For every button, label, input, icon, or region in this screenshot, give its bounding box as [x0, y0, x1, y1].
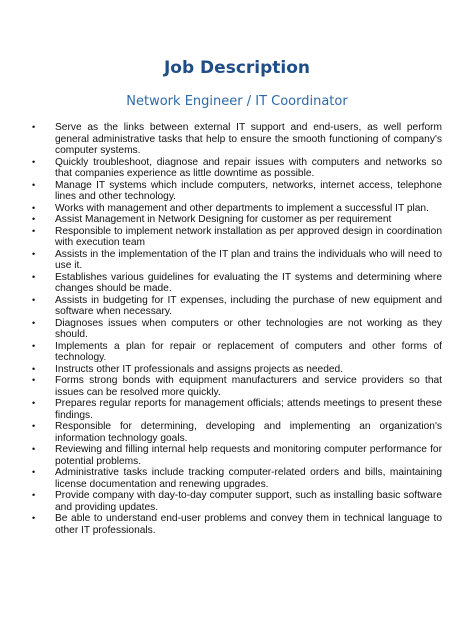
- list-item: [32, 249, 442, 272]
- bullet-icon: •: [32, 122, 36, 132]
- list-item-text: Diagnoses issues when computers or other technologies are not working as they should.: [55, 317, 442, 340]
- bullet-icon: •: [32, 444, 36, 454]
- list-item-text: Reviewing and filling internal help requests and monitoring computer performance for potential problems.: [55, 444, 442, 467]
- list-item-text: Administrative tasks include tracking computer-related orders and bills, maintaining license documentation and renewing upgrades.: [55, 467, 442, 490]
- list-item: [32, 444, 442, 467]
- list-item-text: Prepares regular reports for management officials; attends meetings to present these findings.: [55, 398, 442, 421]
- list-item: [32, 364, 442, 376]
- list-item: [32, 375, 442, 398]
- bullet-icon: •: [32, 214, 36, 224]
- list-item-text: Serve as the links between external IT support and end-users, as well perform general administrative tasks that help to ensure the smooth functioning of company's computer systems.: [55, 122, 442, 156]
- list-item: [32, 513, 442, 536]
- list-item: [32, 398, 442, 421]
- bullet-icon: •: [32, 421, 36, 431]
- list-item: [32, 467, 442, 490]
- list-item-text: Be able to understand end-user problems and convey them in technical language to other IT professionals.: [55, 513, 442, 536]
- bullet-icon: •: [32, 490, 36, 500]
- bullet-icon: •: [32, 271, 36, 282]
- bullet-icon: •: [32, 248, 36, 259]
- bullet-icon: •: [32, 363, 36, 374]
- list-item: [32, 226, 442, 249]
- list-item: [32, 203, 442, 215]
- list-item-text: Implements a plan for repair or replacement of computers and other forms of technology.: [55, 340, 442, 363]
- list-item-text: Establishes various guidelines for evaluating the IT systems and determining where changes should be made.: [55, 271, 442, 294]
- list-item: [32, 272, 442, 295]
- bullet-icon: •: [32, 179, 36, 190]
- page-title: Job Description: [163, 58, 311, 78]
- duties-list: [32, 122, 442, 536]
- list-item-text: Forms strong bonds with equipment manufacturers and service providers so that issues can be resolved more quickly.: [55, 375, 442, 398]
- list-item-text: Responsible to implement network installation as per approved design in coordination with execution team: [55, 225, 442, 248]
- bullet-icon: •: [32, 375, 36, 385]
- list-item-text: Responsible for determining, developing and implementing an organization's information technology goals.: [55, 421, 442, 444]
- list-item: [32, 421, 442, 444]
- list-item: [32, 318, 442, 341]
- list-item-text: Quickly troubleshoot, diagnose and repair issues with computers and networks so that companies experience as little downtime as possible.: [55, 156, 442, 179]
- list-item-text: Instructs other IT professionals and assigns projects as needed.: [55, 363, 344, 375]
- list-item: [32, 157, 442, 180]
- bullet-icon: •: [32, 467, 36, 477]
- bullet-icon: •: [32, 340, 36, 351]
- list-item-text: Assists in the implementation of the IT plan and trains the individuals who will need to use it.: [55, 248, 442, 271]
- bullet-icon: •: [32, 156, 36, 167]
- bullet-icon: •: [32, 398, 36, 408]
- bullet-icon: •: [32, 202, 36, 213]
- list-item-text: Manage IT systems which include computers, networks, internet access, telephone lines and other technology.: [55, 179, 442, 202]
- list-item: [32, 214, 442, 226]
- bullet-icon: •: [32, 513, 36, 523]
- list-item-text: Assists in budgeting for IT expenses, including the purchase of new equipment and software when necessary.: [55, 294, 442, 317]
- list-item-text: Assist Management in Network Designing for customer as per requirement: [55, 214, 392, 225]
- list-item: [32, 490, 442, 513]
- bullet-icon: •: [32, 294, 36, 305]
- list-item: [32, 341, 442, 364]
- list-item-text: Provide company with day-to-day computer support, such as installing basic software and providing updates.: [55, 490, 442, 513]
- list-item: [32, 180, 442, 203]
- bullet-icon: •: [32, 317, 36, 328]
- list-item-text: Works with management and other departments to implement a successful IT plan.: [55, 202, 429, 214]
- page-subtitle: Network Engineer / IT Coordinator: [126, 94, 348, 109]
- bullet-icon: •: [32, 225, 36, 236]
- list-item: [32, 122, 442, 157]
- list-item: [32, 295, 442, 318]
